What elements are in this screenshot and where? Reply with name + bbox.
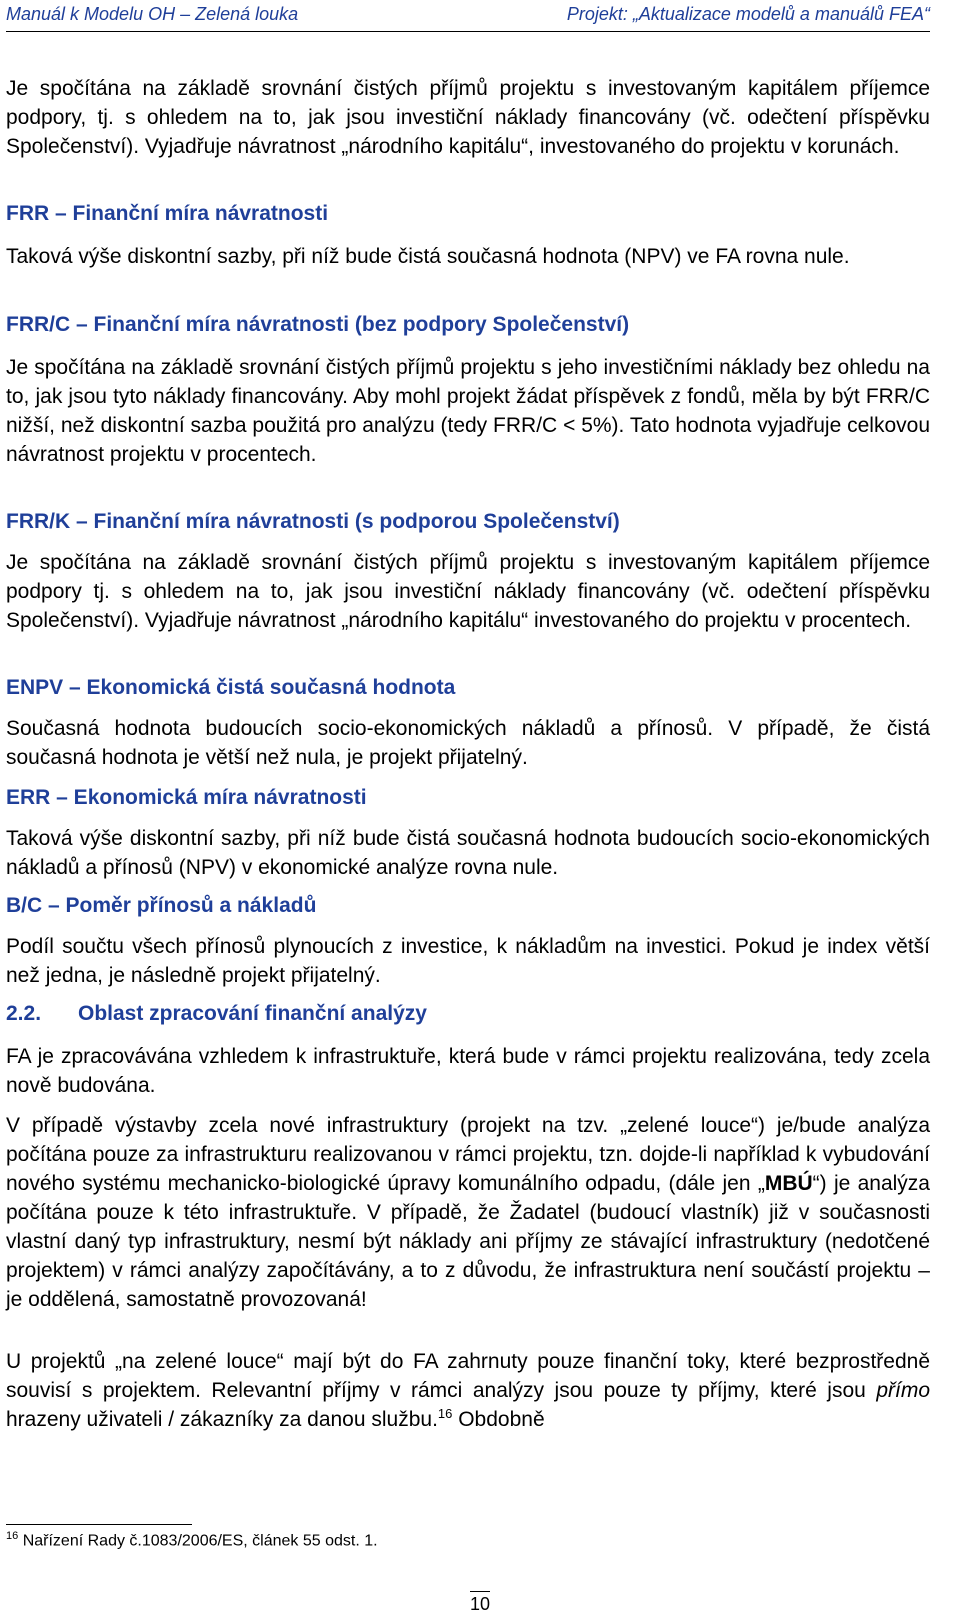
header-right: Projekt: „Aktualizace modelů a manuálů FEA“ [566, 4, 930, 24]
paragraph-intro: Je spočítána na základě srovnání čistých příjmů projektu s investovaným kapitálem příjemce podpory, tj. s ohledem na to, jak jsou investiční náklady financovány (vč. odečtení příspěvku Společenství). Vyjadřuje návratnost „národního kapitálu“, investovaného do projektu v korunách. [6, 77, 930, 158]
page-header [6, 4, 930, 32]
page-number [0, 1594, 960, 1615]
paragraph-vystavba-part2: “) je analýza počítána pouze k této infrastruktuře. V případě, že Žadatel (budoucí vlastník) již v současnosti vlastní daný typ infrastruktury, nesmí být náklady ani příjmy ze stávající infrastruktury (nedotčené projektem) v rámci analýzy započítávány, a to z důvodu, že infrastruktura není součástí projektu – je oddělená, samostatně provozovaná! [6, 1172, 930, 1311]
header-left: Manuál k Modelu OH – Zelená louka [6, 4, 299, 24]
footnote-number: 16 [6, 1530, 19, 1542]
heading-err: ERR – Ekonomická míra návratnosti [6, 786, 367, 809]
paragraph-last-part1: U projektů „na zelené louce“ mají být do FA zahrnuty pouze finanční toky, které bezprostředně souvisí s projektem. Relevantní příjmy v rámci analýzy jsou pouze ty příjmy, které jsou [6, 1350, 930, 1402]
paragraph-err: Taková výše diskontní sazby, při níž bude čistá současná hodnota budoucích socio-ekonomických nákladů a přínosů (NPV) v ekonomické analýze rovna nule. [6, 827, 930, 879]
paragraph-vystavba-part1: V případě výstavby zcela nové infrastruktury (projekt na tzv. „zelené louce“) je/bude analýza počítána pouze za infrastrukturu realizovanou v rámci projektu, tzn. dojde-li například k vybudování nového systému mechanicko-biologické úpravy komunálního odpadu, (dále jen „ [6, 1114, 930, 1195]
footnote-divider [6, 1524, 192, 1525]
footnote-text: Nařízení Rady č.1083/2006/ES, článek 55 odst. 1. [18, 1532, 378, 1550]
paragraph-frrk: Je spočítána na základě srovnání čistých příjmů projektu s investovaným kapitálem příjemce podpory tj. s ohledem na to, jak jsou investiční náklady financovány (vč. odečtení příspěvku Společenství). Vyjadřuje návratnost „národního kapitálu“ investovaného do projektu v procentech. [6, 551, 930, 632]
paragraph-fa: FA je zpracovávána vzhledem k infrastruktuře, která bude v rámci projektu realizována, tedy zcela nově budována. [6, 1045, 930, 1097]
section-number: 2.2. [6, 1002, 42, 1025]
paragraph-frr: Taková výše diskontní sazby, při níž bude čistá současná hodnota (NPV) ve FA rovna nule. [6, 245, 850, 268]
paragraph-last-part2: hrazeny uživateli / zákazníky za danou službu. [6, 1408, 438, 1431]
mbu-abbreviation: MBÚ [764, 1172, 813, 1195]
italic-primo: přímo [876, 1379, 930, 1402]
section-heading [6, 1002, 427, 1026]
footnote-reference[interactable]: 16 [437, 1406, 453, 1421]
paragraph-vystavba [6, 1111, 930, 1314]
paragraph-last-part3: Obdobně [452, 1408, 545, 1431]
paragraph-bc: Podíl součtu všech přínosů plynoucích z investice, k nákladům na investici. Pokud je index větší než jedna, je následně projekt přijatelný. [6, 935, 930, 987]
heading-frr: FRR – Finanční míra návratnosti [6, 202, 329, 225]
heading-frrc: FRR/C – Finanční míra návratnosti (bez podpory Společenství) [6, 313, 630, 336]
page-number-value: 10 [470, 1591, 490, 1614]
heading-frrk: FRR/K – Finanční míra návratnosti (s podporou Společenství) [6, 510, 620, 533]
paragraph-enpv: Současná hodnota budoucích socio-ekonomických nákladů a přínosů. V případě, že čistá současná hodnota je větší než nula, je projekt přijatelný. [6, 717, 930, 769]
paragraph-frrc: Je spočítána na základě srovnání čistých příjmů projektu s jeho investičními náklady bez ohledu na to, jak jsou tyto náklady financovány. Aby mohl projekt žádat příspěvek z fondů, měla by být FRR/C nižší, než diskontní sazba použitá pro analýzu (tedy FRR/C < 5%). Tato hodnota vyjadřuje celkovou návratnost projektu v procentech. [6, 356, 930, 466]
heading-bc: B/C – Poměr přínosů a nákladů [6, 894, 317, 917]
paragraph-zelena-louka [6, 1347, 930, 1434]
section-title: Oblast zpracování finanční analýzy [78, 1002, 427, 1025]
heading-enpv: ENPV – Ekonomická čistá současná hodnota [6, 676, 456, 699]
footnote [6, 1530, 378, 1550]
